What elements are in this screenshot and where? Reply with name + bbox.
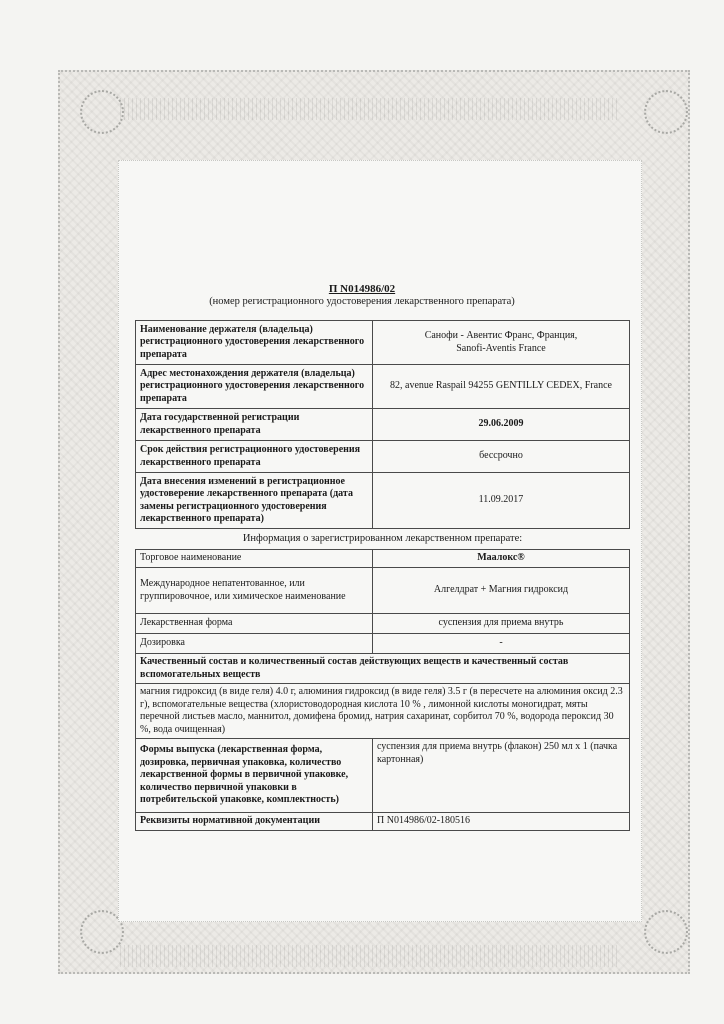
table-row <box>136 441 630 473</box>
trade-name-label: Торговое наименование <box>136 550 373 568</box>
composition-text: магния гидроксид (в виде геля) 4.0 г, алюминия гидроксид (в виде геля) 3.5 г (в пересчете на алюминия оксид 2.3 г), вспомогательные вещества (хлористоводородная кислота 10 % , лимонной кислоты моногидрат, мяты перечной листьев масло, маннитол, домифена бромид, натрия сахаринат, сорбитол 70 %, водорода пероксид 30 %, вода очищенная) <box>136 684 630 739</box>
dosage-label: Дозировка <box>136 634 373 654</box>
docs-value: П N014986/02-180516 <box>373 813 630 831</box>
packaging-value: суспензия для приема внутрь (флакон) 250 мл х 1 (пачка картонная) <box>373 739 630 813</box>
document-number-caption: (номер регистрационного удостоверения лекарственного препарата) <box>209 296 515 307</box>
holder-label: Наименование держателя (владельца) регистрационного удостоверения лекарственного препарата <box>136 321 373 365</box>
registration-date-label: Дата государственной регистрации лекарственного препарата <box>136 409 373 441</box>
table-row <box>136 684 630 739</box>
table-row <box>136 550 630 568</box>
holder-value: Санофи - Авентис Франс, Франция, Sanofi-Aventis France <box>373 321 630 365</box>
inn-value: Алгелдрат + Магния гидроксид <box>373 568 630 614</box>
trade-name-value: Маалокс® <box>373 550 630 568</box>
corner-ornament <box>644 90 688 134</box>
table-row <box>136 634 630 654</box>
table-row <box>136 568 630 614</box>
form-value: суспензия для приема внутрь <box>373 614 630 634</box>
registration-date-value: 29.06.2009 <box>373 409 630 441</box>
corner-ornament <box>80 90 124 134</box>
table-row <box>136 614 630 634</box>
inn-label: Международное непатентованное, или группировочное, или химическое наименование <box>136 568 373 614</box>
table-row <box>136 813 630 831</box>
table-row <box>136 321 630 365</box>
table-row <box>136 473 630 529</box>
table-row <box>136 365 630 409</box>
form-label: Лекарственная форма <box>136 614 373 634</box>
docs-label: Реквизиты нормативной документации <box>136 813 373 831</box>
product-table <box>135 549 630 831</box>
validity-label: Срок действия регистрационного удостоверения лекарственного препарата <box>136 441 373 473</box>
info-title: Информация о зарегистрированном лекарственном препарате: <box>242 533 523 544</box>
composition-title: Качественный состав и количественный состав действующих веществ и качественный состав вспомогательных веществ <box>136 654 630 684</box>
table-row <box>136 739 630 813</box>
registration-table <box>135 320 630 529</box>
guilloche-bottom <box>120 945 620 967</box>
change-date-value: 11.09.2017 <box>373 473 630 529</box>
dosage-value: - <box>373 634 630 654</box>
corner-ornament <box>644 910 688 954</box>
table-row <box>136 654 630 684</box>
address-label: Адрес местонахождения держателя (владельца) регистрационного удостоверения лекарственного препарата <box>136 365 373 409</box>
packaging-label: Формы выпуска (лекарственная форма, дозировка, первичная упаковка, количество лекарственной формы в первичной упаковке, количество первичной упаковки в потребительской упаковке, комплектность) <box>136 739 373 813</box>
document-number: П N014986/02 <box>328 283 396 295</box>
change-date-label: Дата внесения изменений в регистрационное удостоверение лекарственного препарата (дата замены регистрационного удостоверения лекарственного препарата) <box>136 473 373 529</box>
table-row <box>136 409 630 441</box>
address-value: 82, avenue Raspail 94255 GENTILLY CEDEX, France <box>373 365 630 409</box>
validity-value: бессрочно <box>373 441 630 473</box>
guilloche-top <box>120 98 620 120</box>
